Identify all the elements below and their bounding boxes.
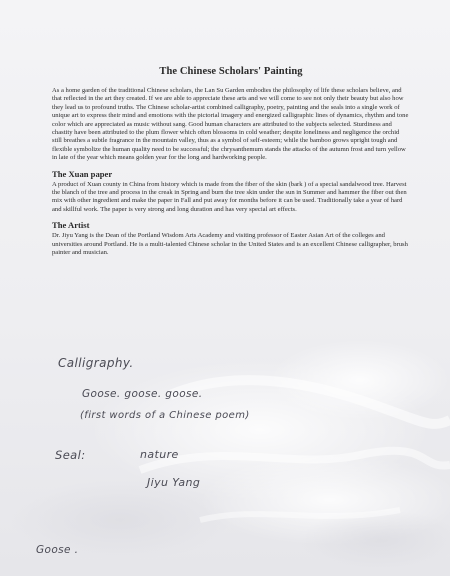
handwritten-seal-value: nature [140,448,179,461]
handwritten-poem-note: (first words of a Chinese poem) [80,410,250,421]
handwritten-calligraphy: Calligraphy. [58,356,134,370]
section-text-xuan-paper: A product of Xuan county in China from history which is made from the fiber of the skin (bark ) of a special sandalwood tree. Harvest the blanch of the tree and process in the creak in Spring and burn the tree skin under the sun in Summer and hammer the fiber out then mix with other ingredient and make the paper in Fall and put away for months before it can be used. Traditionally take a year of hard and skillful work. The paper is very strong and long duration and has very special art effects. [52,180,407,213]
section-heading-artist: The Artist [52,220,90,231]
printed-text-block [52,66,410,258]
handwritten-artist-name: Jiyu Yang [147,476,201,489]
section-heading-xuan-paper: The Xuan paper [52,168,113,179]
handwritten-bottom-note: Goose . [36,544,79,556]
document-title: The Chinese Scholars' Painting [159,66,303,77]
handwritten-goose-line: Goose. goose. goose. [82,388,203,400]
section-text-artist: Dr. Jiyu Yang is the Dean of the Portland Wisdom Arts Academy and visiting professor of Easter Asian Art of the colleges and universities around Portland. He is a multi-talented Chinese scholar in the United States and is an excellent Chinese calligrapher, brush painter and musician. [52,232,408,257]
intro-paragraph: As a home garden of the traditional Chinese scholars, the Lan Su Garden embodies the philosophy of life these scholars believe, and that reflected in the art they created. If we are able to appreciate these arts and we will come to see not only their beauty but also how they lead us to profound truths. The Chinese scholar-artist combined calligraphy, poetry, painting and the seals into a single work of unique art to express their mind and emotions with the pictorial imagery and energized calligraphic lines of dynamics, rhythm and tone color which are appreciated as music without sang. Good human characters are attributed to the subjects selected. Sturdiness and chastity have been attributed to the plum flower which often blossoms in cold weather; despite loneliness and negligence the orchid still breathes a subtle fragrance in the mountain valley, thus as a symbol of self-esteem; while the bamboo grows upright tough and flexible symbolize the human quality need to be successful; the chrysanthemum stands the attacks of the autumn frost and turn yellow in late of the year which means golden year for the long and hardworking people. [52,87,409,162]
handwritten-seal-label: Seal: [55,448,86,462]
